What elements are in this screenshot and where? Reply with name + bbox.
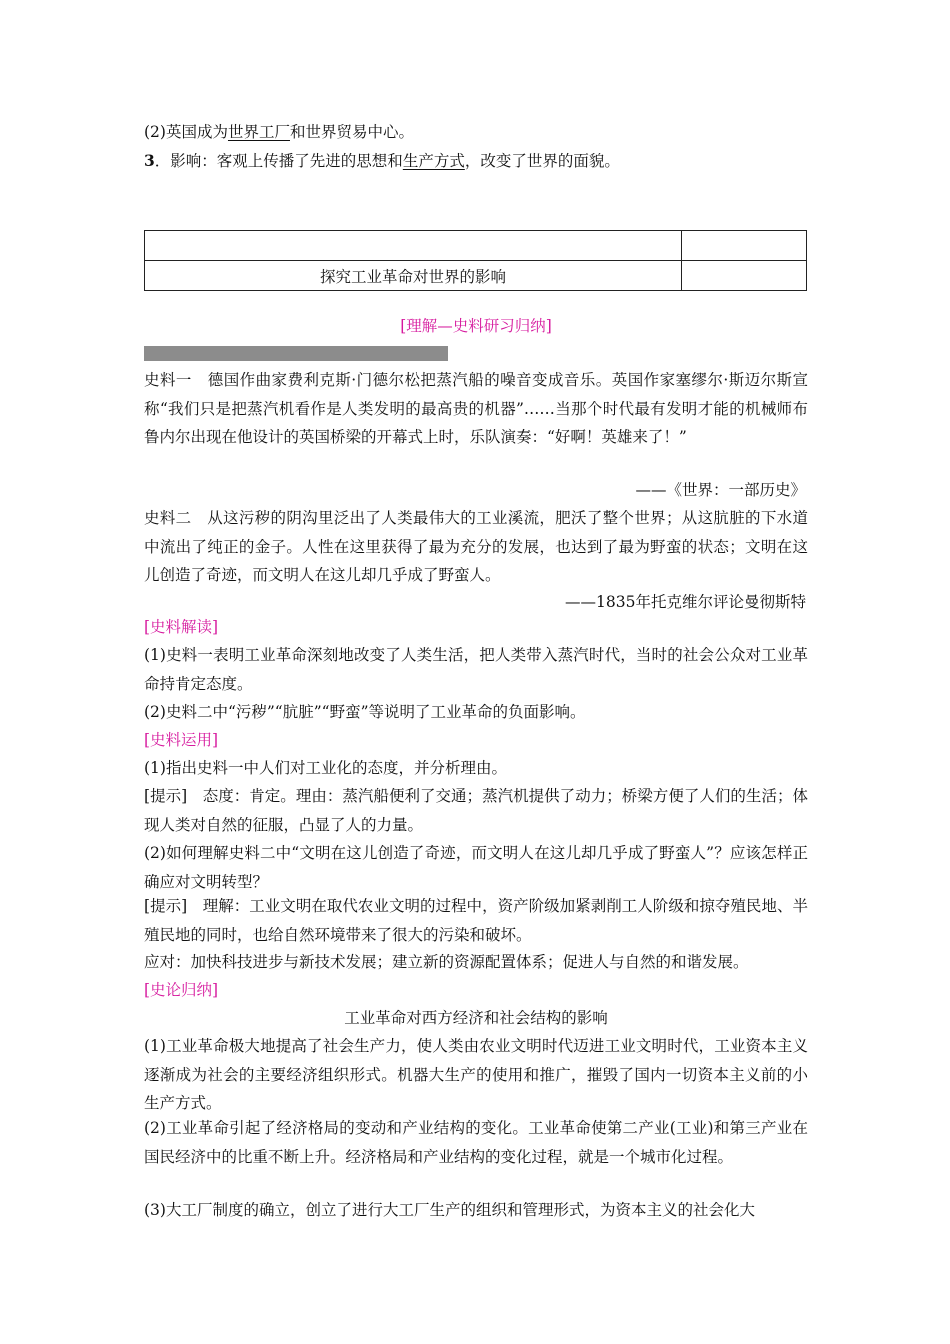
summary-p3: (3)大工厂制度的确立，创立了进行大工厂生产的组织和管理形式，为资本主义的社会化大 [144,1201,755,1219]
text: 和世界贸易中心。 [289,123,414,141]
text: ，改变了世界的面貌。 [464,152,620,170]
apply-a2: [提示] 理解：工业文明在取代农业文明的过程中，资产阶级加紧剥削工人阶级和掠夺殖民地、半殖民地的同时，也给自然环境带来了很大的污染和破坏。 [144,897,808,944]
source-1-citation: ——《世界：一部历史》 [635,481,806,499]
table-cell [682,231,807,261]
top-line-1 [144,122,414,142]
table-cell [682,261,807,291]
underlined-term: 世界工厂 [227,123,290,141]
source-1-text: 史料一 德国作曲家费利克斯·门德尔松把蒸汽船的噪音变成音乐。英国作家塞缪尔·斯迈尔斯宣称“我们只是把蒸汽机看作是人类发明的最高贵的机器”……当那个时代最有发明才能的机械师布鲁内尔出现在他设计的英国桥梁的开幕式上时，乐队演奏：“好啊！英雄来了！” [144,371,808,446]
interpret-p1: (1)史料一表明工业革命深刻地改变了人类生活，把人类带入蒸汽时代，当时的社会公众对工业革命持肯定态度。 [144,646,808,693]
apply-label: [史料运用] [144,731,219,749]
topic-table [144,230,807,291]
interpret-label: [史料解读] [144,618,219,636]
summary-p1: (1)工业革命极大地提高了社会生产力，使人类由农业文明时代迈进工业文明时代，工业资本主义逐渐成为社会的主要经济组织形式。机器大生产的使用和推广，摧毁了国内一切资本主义前的小生产方式。 [144,1037,808,1112]
summary-label: [史论归纳] [144,981,219,999]
item-number: 3 [144,151,155,170]
table-cell [145,231,682,261]
section-title: [理解—史料研习归纳] [400,317,552,335]
summary-title: 工业革命对西方经济和社会结构的影响 [344,1009,608,1027]
summary-p2: (2)工业革命引起了经济格局的变动和产业结构的变化。工业革命使第二产业(工业)和第三产业在国民经济中的比重不断上升。经济格局和产业结构的变化过程，就是一个城市化过程。 [144,1119,808,1166]
source-2-text: 史料二 从这污秽的阴沟里泛出了人类最伟大的工业溪流，肥沃了整个世界；从这肮脏的下水道中流出了纯正的金子。人性在这里获得了最为充分的发展，也达到了最为野蛮的状态；文明在这儿创造了奇迹，而文明人在这儿却几乎成了野蛮人。 [144,509,808,584]
source-2-citation: ——1835年托克维尔评论曼彻斯特 [565,593,806,611]
apply-a1: [提示] 态度：肯定。理由：蒸汽船便利了交通；蒸汽机提供了动力；桥梁方便了人们的生活；体现人类对自然的征服，凸显了人的力量。 [144,787,808,834]
top-line-2 [144,151,620,171]
apply-a3: 应对：加快科技进步与新技术发展；建立新的资源配置体系；促进人与自然的和谐发展。 [144,953,749,971]
text: ．影响：客观上传播了先进的思想和 [154,152,403,170]
gray-bar [144,346,448,361]
apply-q2: (2)如何理解史料二中“文明在这儿创造了奇迹，而文明人在这儿却几乎成了野蛮人”？应该怎样正确应对文明转型？ [144,844,808,891]
interpret-p2: (2)史料二中“污秽”“肮脏”“野蛮”等说明了工业革命的负面影响。 [144,703,586,721]
text: (2)英国成为 [144,123,228,141]
underlined-term: 生产方式 [402,152,465,170]
table-title: 探究工业革命对世界的影响 [145,261,682,291]
apply-q1: (1)指出史料一中人们对工业化的态度，并分析理由。 [144,759,507,777]
